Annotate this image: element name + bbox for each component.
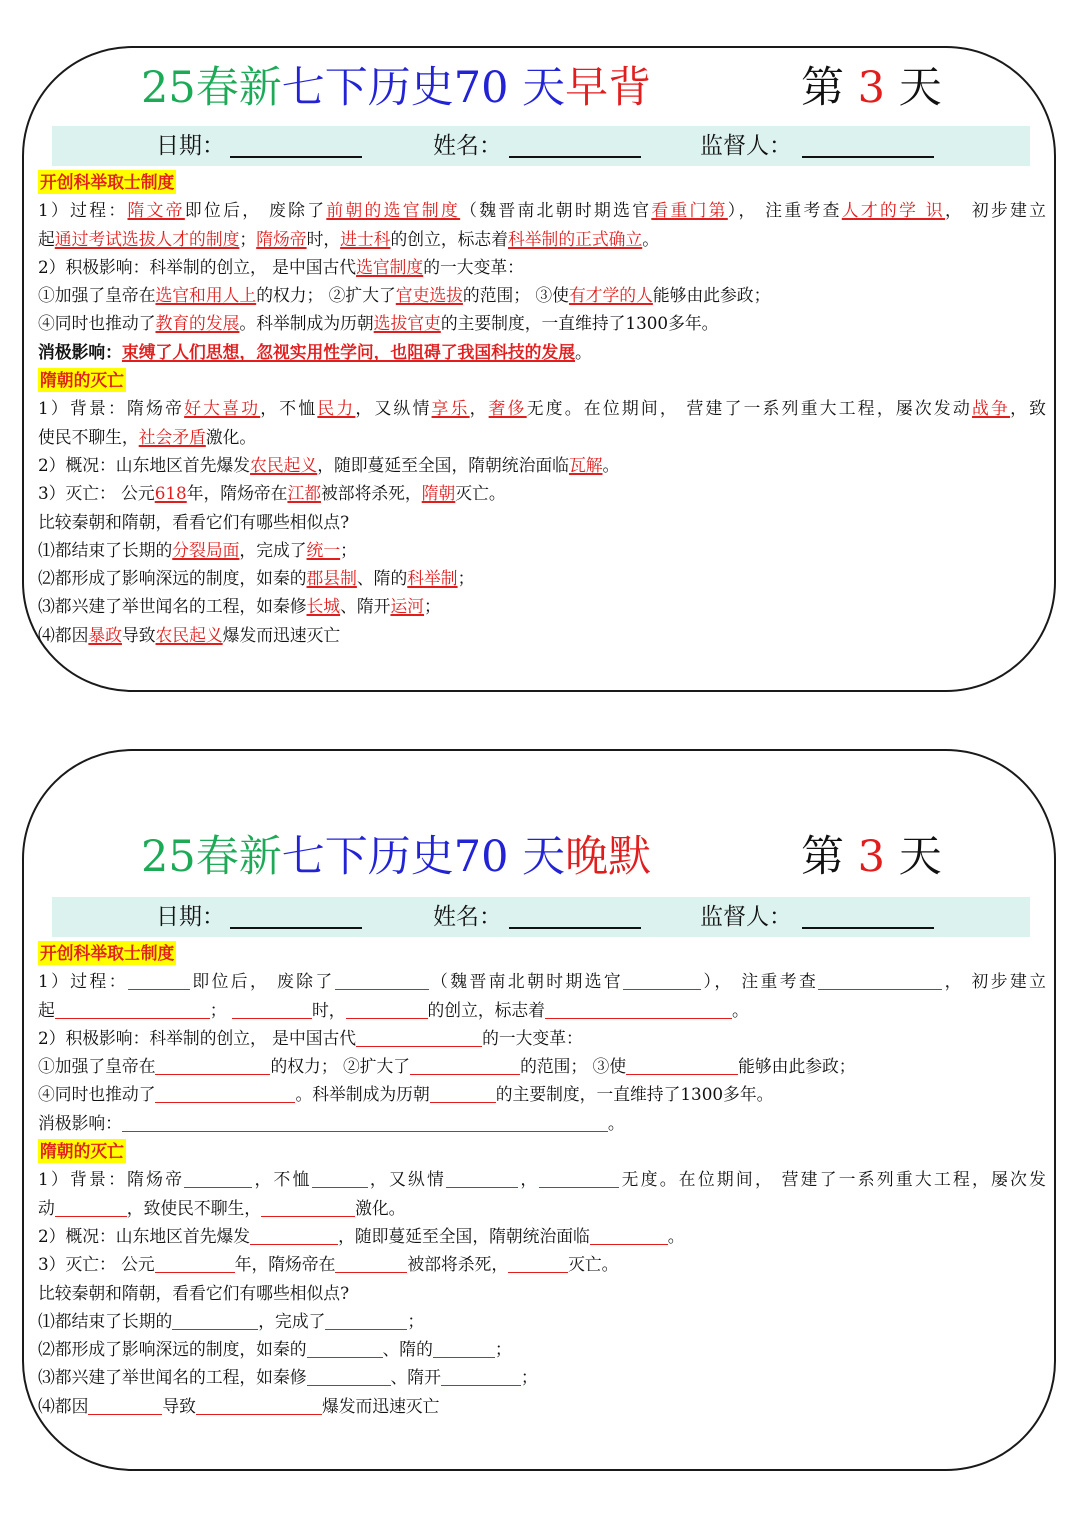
fill-blank[interactable] [55, 1196, 127, 1217]
evening-card [22, 749, 1056, 1471]
supervisor-field[interactable] [802, 156, 934, 158]
name-label: 姓名： [433, 904, 502, 930]
process-line: 1）过程： 即位后， 废除了 （魏晋南北朝时期选官 ）， 注重考查 ， 初步建立 [38, 971, 1046, 992]
fill-blank[interactable] [184, 1167, 252, 1188]
impact-items-line: ①加强了皇帝在选官和用人上的权力； ②扩大了官吏选拔的范围； ③使有才学的人能够由此参政； [38, 285, 771, 306]
compare-item: ⑵都形成了影响深远的制度，如秦的郡县制、隋的科举制； [38, 568, 475, 589]
background-line-2: 使民不聊生，社会矛盾激化。 [38, 426, 257, 447]
fill-blank[interactable] [356, 1026, 482, 1047]
fill-blank[interactable] [307, 1365, 391, 1386]
compare-item: ⑵都形成了影响深远的制度，如秦的 、隋的 ； [38, 1339, 512, 1360]
impact-line: 2）积极影响：科举制的创立， 是中国古代 的一大变革： [38, 1027, 583, 1048]
fill-blank[interactable] [335, 1252, 407, 1273]
supervisor-label: 监督人： [700, 904, 792, 930]
title-prefix: 25春新 [141, 63, 282, 113]
fill-blank[interactable] [441, 1365, 521, 1386]
fill-blank[interactable] [155, 1082, 295, 1103]
morning-card [22, 46, 1056, 692]
name-field[interactable] [509, 156, 641, 158]
date-field[interactable] [230, 927, 362, 929]
compare-question: 比较秦朝和隋朝，看看它们有哪些相似点? [38, 1282, 350, 1303]
overview-line: 2）概况：山东地区首先爆发农民起义，随即蔓延至全国，隋朝统治面临瓦解。 [38, 454, 620, 475]
fill-blank[interactable] [623, 969, 701, 990]
fill-blank[interactable] [446, 1167, 518, 1188]
impact-item-4-line: ④同时也推动了 。科举制成为历朝 的主要制度，一直维持了1300多年。 [38, 1084, 774, 1105]
morning-content [38, 168, 1046, 649]
fall-line: 3）灭亡： 公元618年，隋炀帝在江都被部将杀死，隋朝灭亡。 [38, 483, 506, 504]
negative-impact-line: 消极影响： 。 [38, 1112, 625, 1133]
day-counter: 第 3 天 [801, 63, 942, 113]
impact-line: 2）积极影响：科举制的创立， 是中国古代选官制度的一大变革： [38, 256, 524, 277]
fill-blank[interactable] [433, 1337, 495, 1358]
fill-blank[interactable] [155, 1252, 235, 1273]
compare-question: 比较秦朝和隋朝，看看它们有哪些相似点? [38, 511, 350, 532]
title-subject: 七下历史70 天 [281, 63, 566, 113]
compare-item: ⑶都兴建了举世闻名的工程，如秦修长城、隋开运河； [38, 596, 441, 617]
fill-blank[interactable] [196, 1394, 322, 1415]
background-line: 1）背景：隋炀帝 ，不恤 ，又纵情 ， 无度。在位期间， 营建了一系列重大工程，屡次发 [38, 1169, 1046, 1190]
fill-blank[interactable] [172, 1309, 258, 1330]
fill-blank[interactable] [626, 1054, 738, 1075]
background-line-2: 动 ，致使民不聊生， 激化。 [38, 1197, 406, 1218]
fill-blank[interactable] [346, 998, 428, 1019]
date-label: 日期： [156, 904, 225, 930]
fill-blank[interactable] [590, 1224, 668, 1245]
fill-blank[interactable] [818, 969, 942, 990]
name-field[interactable] [509, 927, 641, 929]
compare-item: ⑴都结束了长期的 ，完成了 ； [38, 1310, 425, 1331]
fill-blank[interactable] [430, 1082, 496, 1103]
fill-blank[interactable] [232, 998, 312, 1019]
name-label: 姓名： [433, 133, 502, 159]
fill-blank[interactable] [312, 1167, 368, 1188]
fill-blank[interactable] [155, 1054, 270, 1075]
section-heading: 隋朝的灭亡 [40, 370, 124, 391]
supervisor-field[interactable] [802, 927, 934, 929]
compare-item: ⑴都结束了长期的分裂局面，完成了统一； [38, 539, 357, 560]
day-counter: 第 3 天 [801, 832, 942, 882]
fill-blank[interactable] [88, 1394, 162, 1415]
title-prefix: 25春新 [141, 832, 282, 882]
impact-items-line: ①加强了皇帝在 的权力； ②扩大了 的范围； ③使 能够由此参政； [38, 1056, 856, 1077]
process-line-2: 起 ； 时， 的创立，标志着 。 [38, 999, 749, 1020]
title-session: 早背 [565, 63, 652, 113]
info-bar [52, 126, 1030, 166]
fill-blank[interactable] [261, 1196, 355, 1217]
info-bar [52, 897, 1030, 937]
fill-blank[interactable] [307, 1337, 383, 1358]
fill-blank[interactable] [325, 1309, 407, 1330]
title-session: 晚默 [565, 832, 652, 882]
compare-item: ⑷都因 导致 爆发而迅速灭亡 [38, 1395, 440, 1416]
compare-item: ⑶都兴建了举世闻名的工程，如秦修 、隋开 ； [38, 1367, 538, 1388]
negative-impact-line: 消极影响：束缚了人们思想，忽视实用性学问，也阻碍了我国科技的发展。 [38, 341, 592, 362]
background-line: 1）背景：隋炀帝好大喜功，不恤民力，又纵情享乐，奢侈无度。在位期间， 营建了一系列重大工程，屡次发动战争，致 [38, 398, 1046, 419]
evening-content [38, 939, 1046, 1420]
date-label: 日期： [156, 133, 225, 159]
compare-item: ⑷都因暴政导致农民起义爆发而迅速灭亡 [38, 624, 341, 645]
fill-blank[interactable] [508, 1252, 568, 1273]
title-subject: 七下历史70 天 [281, 832, 566, 882]
supervisor-label: 监督人： [700, 133, 792, 159]
section-heading: 开创科举取士制度 [40, 943, 175, 963]
fill-blank[interactable] [250, 1224, 338, 1245]
fill-blank[interactable] [128, 969, 190, 990]
process-line: 1）过程：隋文帝即位后， 废除了前朝的选官制度（魏晋南北朝时期选官看重门第）， 注重考查人才的学 识， 初步建立 [38, 200, 1046, 221]
fill-blank[interactable] [55, 998, 210, 1019]
overview-line: 2）概况：山东地区首先爆发 ，随即蔓延至全国，隋朝统治面临 。 [38, 1225, 685, 1246]
impact-item-4-line: ④同时也推动了教育的发展。科举制成为历朝选拔官吏的主要制度，一直维持了1300多年。 [38, 313, 719, 334]
section-heading: 开创科举取士制度 [40, 172, 175, 192]
date-field[interactable] [230, 156, 362, 158]
fill-blank[interactable] [122, 1111, 608, 1132]
fill-blank[interactable] [335, 969, 429, 990]
section-heading: 隋朝的灭亡 [40, 1141, 124, 1162]
fill-blank[interactable] [545, 998, 732, 1019]
process-line-2: 起通过考试选拔人才的制度；隋炀帝时，进士科的创立，标志着科举制的正式确立。 [38, 228, 660, 249]
fill-blank[interactable] [410, 1054, 520, 1075]
fall-line: 3）灭亡： 公元 年，隋炀帝在 被部将杀死， 灭亡。 [38, 1254, 619, 1275]
fill-blank[interactable] [539, 1167, 619, 1188]
